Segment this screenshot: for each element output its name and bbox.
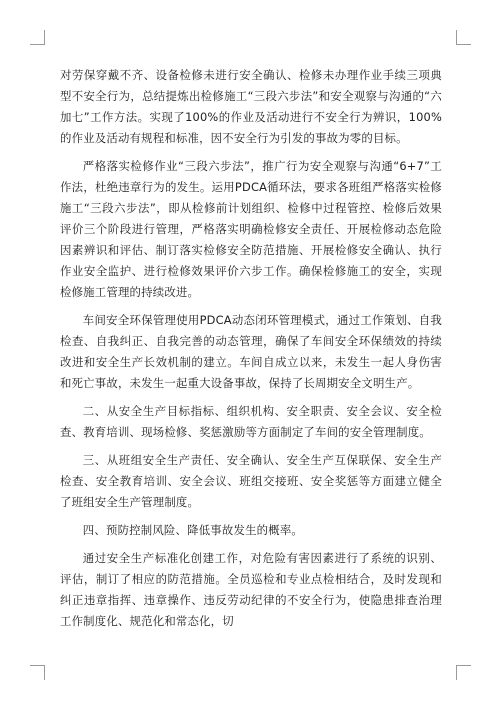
paragraph-1: 对劳保穿戴不齐、设备检修未进行安全确认、检修未办理作业手续三项典型不安全行为，总结提炼出检修施工“三段六步法”和安全观察与沟通的“六加七”工作方法。实现了100%的作业及活动进行不安全行为辨识，100%的作业及活动有规程和标准，因不安全行为引发的事故为零的目标。 <box>60 68 442 145</box>
document-body <box>60 65 442 639</box>
paragraph-5: 三、从班组安全生产责任、安全确认、安全生产互保联保、安全生产检查、安全教育培训、安全会议、班组交接班、安全奖惩等方面建立健全了班组安全生产管理制度。 <box>60 453 442 509</box>
paragraph-2: 严格落实检修作业“三段六步法”，推广行为安全观察与沟通“6+7”工作法，杜绝违章行为的发生。运用PDCA循环法，要求各班组严格落实检修施工“三段六步法”，即从检修前计划组织、检修中过程管控、检修后效果评价三个阶段进行管理，严格落实明确检修安全责任、开展检修动态危险因素辨识和评估、制订落实检修安全防范措施、开展检修安全确认、执行作业安全监护、进行检修效果评价六步工作。确保检修施工的安全，实现检修施工管理的持续改进。 <box>60 159 442 299</box>
paragraph-7: 通过安全生产标准化创建工作，对危险有害因素进行了系统的识别、评估，制订了相应的防范措施。全员巡检和专业点检相结合，及时发现和纠正违章指挥、违章操作、违反劳动纪律的不安全行为，使隐患排查治理工作制度化、规范化和常态化，切 <box>60 551 442 628</box>
paragraph-3: 车间安全环保管理使用PDCA动态闭环管理模式，通过工作策划、自我检查、自我纠正、自我完善的动态管理，确保了车间安全环保绩效的持续改进和安全生产长效机制的建立。车间自成立以来，未发生一起人身伤害和死亡事故，未发生一起重大设备事故，保持了长周期安全文明生产。 <box>60 313 442 390</box>
paragraph-4: 二、从安全生产目标指标、组织机构、安全职责、安全会议、安全检查、教育培训、现场检修、奖惩激励等方面制定了车间的安全管理制度。 <box>60 404 442 439</box>
crop-mark-top-right <box>456 30 471 45</box>
crop-mark-bottom-right <box>456 665 471 680</box>
crop-mark-top-left <box>30 30 45 45</box>
crop-mark-bottom-left <box>30 665 45 680</box>
paragraph-6: 四、预防控制风险、降低事故发生的概率。 <box>82 523 304 537</box>
